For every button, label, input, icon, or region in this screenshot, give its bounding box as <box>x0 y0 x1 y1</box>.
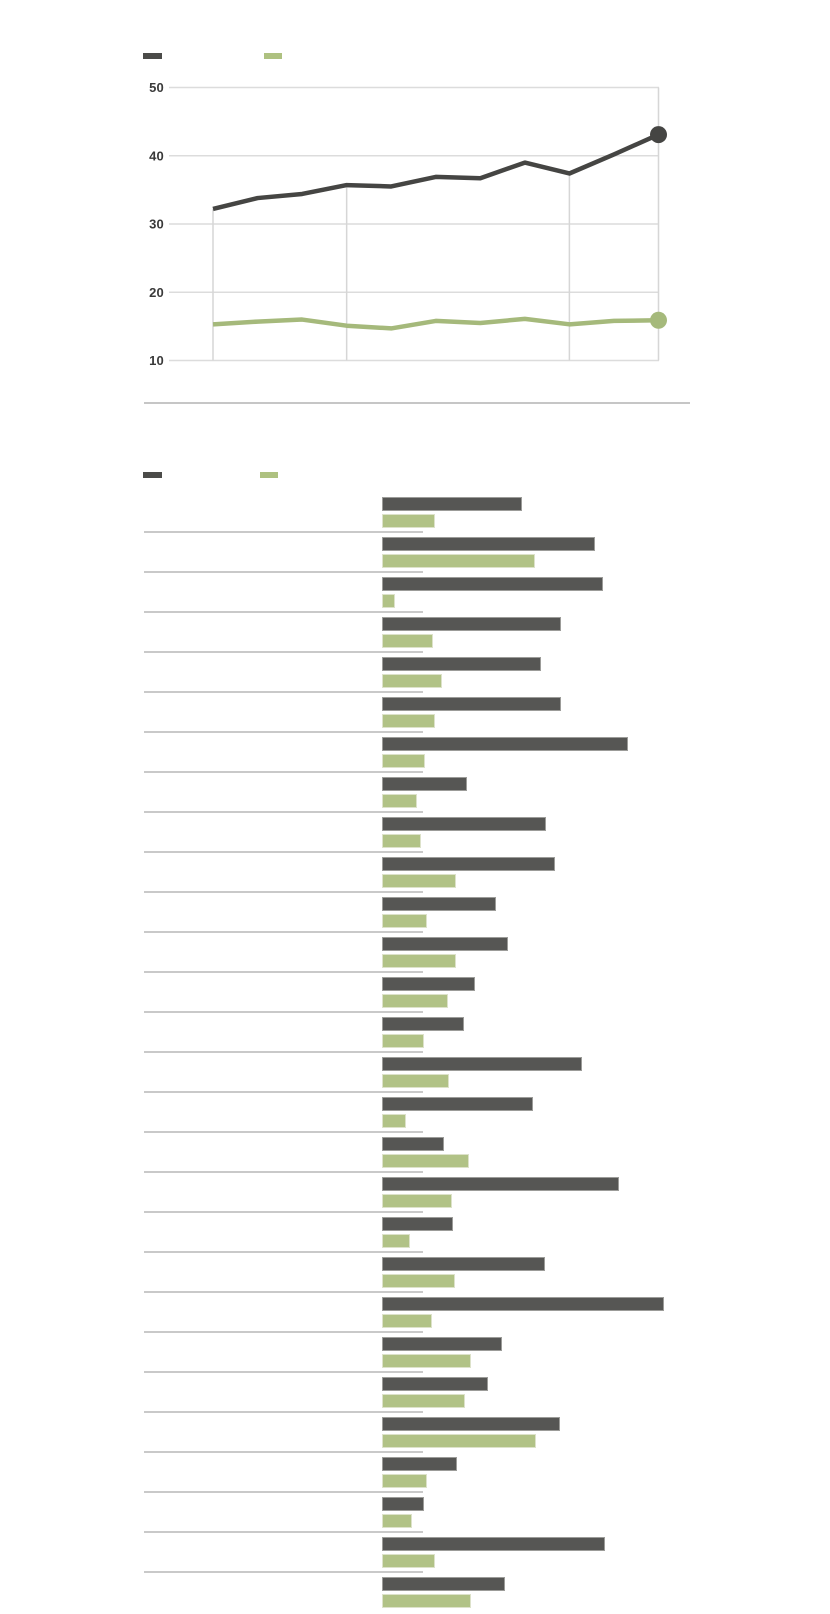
row-separator <box>144 931 423 933</box>
y-tick-label: 50 <box>149 80 164 95</box>
green-bar <box>382 714 435 728</box>
row-separator <box>144 891 423 893</box>
dark-bar <box>382 737 628 751</box>
green-bar <box>382 1434 536 1448</box>
row-separator <box>144 611 423 613</box>
row-separator <box>144 851 423 853</box>
green-bar <box>382 954 456 968</box>
row-separator <box>144 1011 423 1013</box>
row-separator <box>144 1291 423 1293</box>
row-separator <box>144 1451 423 1453</box>
green-bar <box>382 1354 471 1368</box>
dark-bar <box>382 1097 533 1111</box>
dark-bar <box>382 1377 488 1391</box>
row-separator <box>144 731 423 733</box>
green-bar <box>382 1474 427 1488</box>
green-bar <box>382 1314 432 1328</box>
row-separator <box>144 1251 423 1253</box>
green-bar <box>382 1554 435 1568</box>
row-separator <box>144 811 423 813</box>
green-bar <box>382 794 417 808</box>
green-bar <box>382 1274 455 1288</box>
dark-bar <box>382 1217 453 1231</box>
dark-bar <box>382 777 467 791</box>
green-bar <box>382 594 395 608</box>
row-separator <box>144 651 423 653</box>
dark-bar <box>382 617 561 631</box>
dark-bar <box>382 977 475 991</box>
dark-bar <box>382 657 541 671</box>
dark-bar <box>382 577 603 591</box>
dark-bar <box>382 1337 502 1351</box>
row-separator <box>144 1491 423 1493</box>
row-separator <box>144 771 423 773</box>
dark-bar <box>382 1137 444 1151</box>
row-separator <box>144 1211 423 1213</box>
green-bar <box>382 634 433 648</box>
green-bar <box>382 1514 412 1528</box>
green-bar <box>382 1034 424 1048</box>
green-bar <box>382 874 456 888</box>
row-separator <box>144 1171 423 1173</box>
green-bar <box>382 1394 465 1408</box>
dark-bar <box>382 1537 605 1551</box>
dark-bar <box>382 537 595 551</box>
row-separator <box>144 1331 423 1333</box>
y-tick-label: 20 <box>149 284 164 300</box>
row-separator <box>144 571 423 573</box>
dark-bar <box>382 1017 464 1031</box>
dark-bar <box>382 1417 560 1431</box>
dark-bar <box>382 1457 457 1471</box>
dark-bar <box>382 1297 664 1311</box>
green-bar <box>382 1234 410 1248</box>
dark-bar <box>382 857 555 871</box>
green-bar <box>382 514 435 528</box>
row-separator <box>144 1411 423 1413</box>
green-bar <box>382 1594 471 1608</box>
green-bar <box>382 834 421 848</box>
dark-bar <box>382 817 546 831</box>
row-separator <box>144 1371 423 1373</box>
dark-bar <box>382 1057 582 1071</box>
y-tick-label: 10 <box>149 353 164 368</box>
green-bar <box>382 1074 449 1088</box>
row-separator <box>144 1051 423 1053</box>
green-bar <box>382 914 427 928</box>
green-bar <box>382 674 442 688</box>
row-separator <box>144 691 423 693</box>
dark-bar <box>382 1497 424 1511</box>
row-separator <box>144 1531 423 1533</box>
dark-bar <box>382 937 508 951</box>
green-bar <box>382 1194 452 1208</box>
row-separator <box>144 1091 423 1093</box>
green-bar <box>382 1114 406 1128</box>
dark-bar <box>382 697 561 711</box>
y-tick-label: 30 <box>149 216 164 232</box>
dark-bar <box>382 897 496 911</box>
dark-bar <box>382 1177 619 1191</box>
green-bar <box>382 1154 469 1168</box>
green-bar <box>382 994 448 1008</box>
dark-bar <box>382 1577 505 1591</box>
green-bar <box>382 554 535 568</box>
green-bar <box>382 754 425 768</box>
y-tick-label: 40 <box>149 148 164 164</box>
row-separator <box>144 1571 423 1573</box>
dark-bar <box>382 497 522 511</box>
dark-bar <box>382 1257 545 1271</box>
row-separator <box>144 1131 423 1133</box>
row-separator <box>144 971 423 973</box>
row-separator <box>144 531 423 533</box>
